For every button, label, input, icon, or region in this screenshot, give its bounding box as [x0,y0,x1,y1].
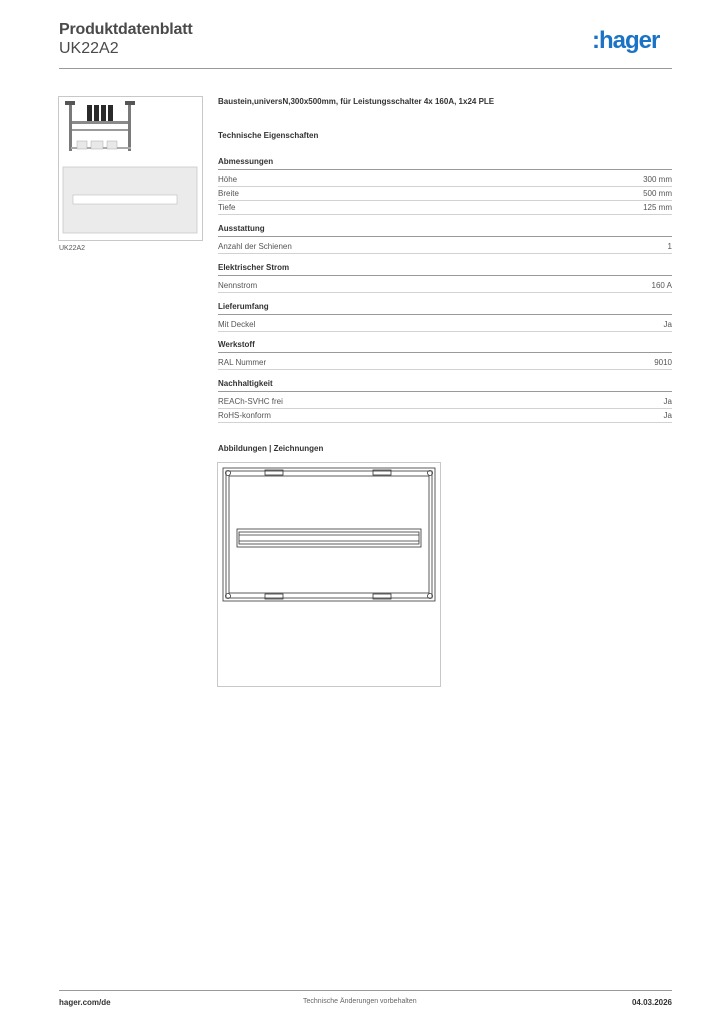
section-equipment [218,223,672,254]
section-title: Lieferumfang [218,301,672,315]
page-title: Produktdatenblatt [59,21,193,38]
footer-date: 04.03.2026 [631,998,672,1007]
spec-row [218,395,672,409]
spec-row [218,279,672,293]
spec-value: Ja [663,397,672,406]
section-electrical-current [218,262,672,293]
spec-row [218,187,672,201]
spec-label: Nennstrom [218,281,258,290]
drawings-heading: Abbildungen | Zeichnungen [218,444,324,453]
section-delivery-scope [218,301,672,332]
footer-notice: Technische Änderungen vorbehalten [303,998,417,1005]
section-title: Ausstattung [218,223,672,237]
spec-label: RAL Nummer [218,358,267,367]
spec-value: 1 [667,242,672,251]
section-sustainability [218,378,672,423]
spec-row [218,240,672,254]
spec-value: 160 A [651,281,672,290]
product-description: Baustein,universN,300x500mm, für Leistungsschalter 4x 160A, 1x24 PLE [218,97,495,106]
logo-text: :hager [592,27,660,54]
spec-value: Ja [663,320,672,329]
section-title: Elektrischer Strom [218,262,672,276]
product-code: UK22A2 [59,40,119,57]
technical-drawing [217,462,441,687]
section-title: Nachhaltigkeit [218,378,672,392]
spec-row [218,173,672,187]
spec-label: Anzahl der Schienen [218,242,292,251]
footer-divider [59,990,672,991]
footer-website: hager.com/de [59,998,111,1007]
spec-value: 125 mm [643,203,672,212]
section-dimensions [218,156,672,215]
section-material [218,339,672,370]
spec-label: Höhe [218,175,238,184]
spec-label: RoHS-konform [218,411,271,420]
header-divider [59,68,672,69]
product-image-caption: UK22A2 [59,245,86,252]
spec-value: Ja [663,411,672,420]
spec-label: Mit Deckel [218,320,256,329]
spec-row [218,201,672,215]
spec-value: 300 mm [643,175,672,184]
technical-properties-heading: Technische Eigenschaften [218,131,319,140]
spec-row [218,318,672,332]
spec-row [218,356,672,370]
hager-logo [592,26,674,56]
spec-label: Tiefe [218,203,236,212]
spec-row [218,409,672,423]
product-image [58,96,203,241]
spec-value: 500 mm [643,189,672,198]
section-title: Werkstoff [218,339,672,353]
section-title: Abmessungen [218,156,672,170]
spec-label: Breite [218,189,239,198]
spec-value: 9010 [654,358,672,367]
spec-label: REACh-SVHC frei [218,397,283,406]
